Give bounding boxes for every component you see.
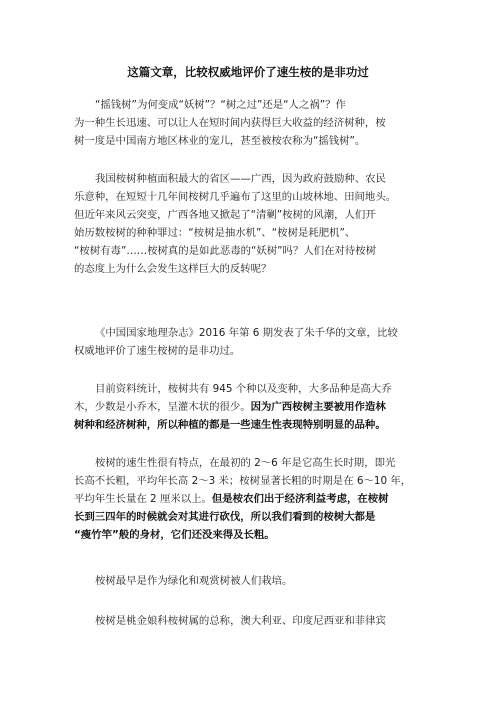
paragraph-line xyxy=(74,398,440,416)
paragraph-line: 桉树是桃金娘科桉树属的总称，澳大利亚、印度尼西亚和菲律宾 xyxy=(95,615,386,627)
paragraph-2 xyxy=(74,170,440,278)
plain-text: 平均年生长量在 2 厘米以上。 xyxy=(74,493,212,505)
paragraph-6 xyxy=(74,572,440,590)
paragraph-line: 长高不长粗，平均年长高 2～3 米；桉树显著长粗的时期是在 6～10 年， xyxy=(74,475,412,487)
paragraph-line xyxy=(74,508,440,526)
paragraph-line: 桉树的速生性很有特点，在最初的 2～6 年是它高生长时期，即光 xyxy=(95,457,396,469)
paragraph-7 xyxy=(74,612,440,630)
paragraph-line xyxy=(74,416,440,434)
paragraph-line: 的态度上为什么会发生这样巨大的反转呢？ xyxy=(74,263,272,275)
page-title: 这篇文章，比较权威地评价了速生桉的是非功过 xyxy=(127,65,369,79)
paragraph-line: “摇钱树”为何变成“妖树”？“树之过”还是“人之祸”？作 xyxy=(95,99,346,111)
paragraph-4 xyxy=(74,380,440,434)
paragraph-line: “桉树有毒”……桉树真的是如此恶毒的“妖树”吗？人们在对待桉树 xyxy=(74,245,377,257)
paragraph-line xyxy=(74,526,440,544)
bold-text: 长到三四年的时候就会对其进行砍伐，所以我们看到的桉树大都是 xyxy=(74,511,376,523)
paragraph-line: 树一度是中国南方地区林业的宠儿，甚至被桉农称为“摇钱树”。 xyxy=(74,135,366,147)
paragraph-line: 但近年来风云突变，广西各地又掀起了“清剿”桉树的风潮，人们开 xyxy=(74,209,376,221)
paragraph-line: 为一种生长迅速、可以让人在短时间内获得巨大收益的经济树种，桉 xyxy=(74,117,386,129)
paragraph-3 xyxy=(74,324,440,360)
bold-text: 但是桉农们出于经济利益考虑，在桉树 xyxy=(211,493,389,505)
paragraph-line: 《中国国家地理杂志》2016 年第 6 期发表了朱千华的文章，比较 xyxy=(95,327,398,339)
paragraph-line xyxy=(74,490,440,508)
bold-text: 因为广西桉树主要被用作造林 xyxy=(250,401,386,413)
paragraph-5 xyxy=(74,454,440,544)
paragraph-line: 目前资料统计，桉树共有 945 个种以及变种，大多品种是高大乔 xyxy=(95,383,392,395)
paragraph-line: 桉树最早是作为绿化和观赏树被人们栽培。 xyxy=(95,575,293,587)
bold-text: 树种和经济树种，所以种植的都是一些速生性表现特别明显的品种。 xyxy=(74,419,386,431)
paragraph-line: 乐意种，在短短十几年间桉树几乎遍布了这里的山坡林地、田间地头。 xyxy=(74,191,397,203)
bold-text: “瘦竹竿”般的身材，它们还没来得及长粗。 xyxy=(74,529,275,541)
paragraph-line: 权威地评价了速生桉树的是非功过。 xyxy=(74,345,241,357)
plain-text: 木，少数是小乔木，呈灌木状的很少。 xyxy=(74,401,251,413)
paragraph-line: 始历数桉树的种种罪过：“桉树是抽水机”、“桉树是耗肥机”、 xyxy=(74,227,356,239)
paragraph-line: 我国桉树种植面积最大的省区——广西，因为政府鼓励种、农民 xyxy=(95,173,386,185)
paragraph-1 xyxy=(74,96,440,150)
